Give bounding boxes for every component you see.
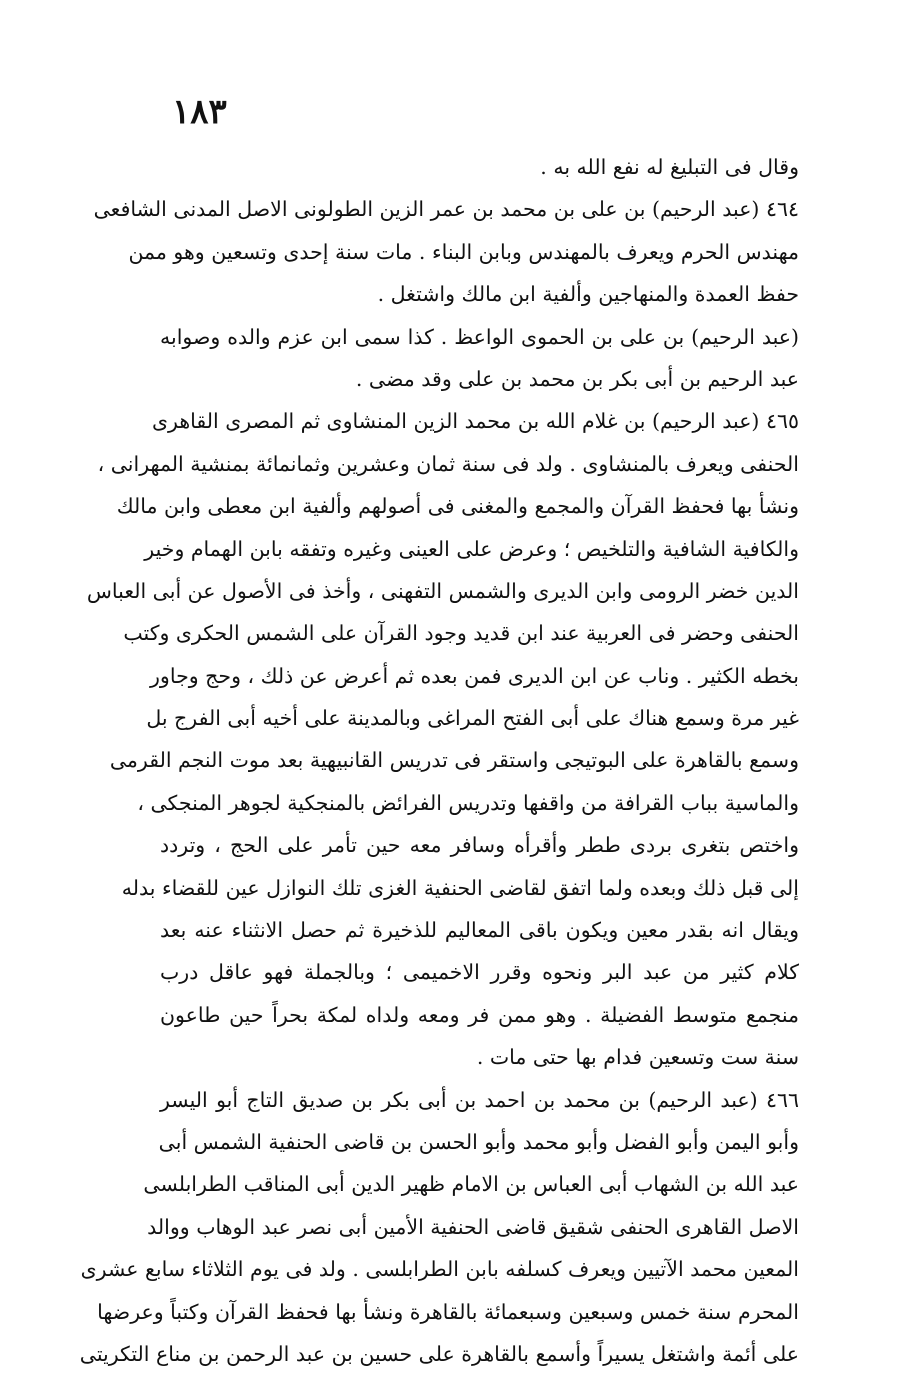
text-line: غير مرة وسمع هناك على أبى الفتح المراغى وبالمدينة على أخيه أبى الفرج بل — [146, 706, 799, 731]
text-line: المعين محمد الآتيين ويعرف كسلفه بابن الطرابلسى . ولد فى يوم الثلاثاء سابع عشرى — [80, 1257, 799, 1282]
text-line: الحنفى ويعرف بالمنشاوى . ولد فى سنة ثمان وعشرين وثمانمائة بمنشية المهرانى ، — [97, 451, 799, 476]
text-line: بخطه الكثير . وناب عن ابن الديرى فمن بعده ثم أعرض عن ذلك ، وحج وجاور — [150, 663, 799, 688]
text-line: وقال فى التبليغ له نفع الله به . — [540, 155, 799, 179]
text-line: الدين خضر الرومى وابن الديرى والشمس التفهنى ، وأخذ فى الأصول عن أبى العباس — [86, 578, 799, 603]
text-line: منجمع متوسط الفضيلة . وهو ممن فر ومعه ولداه لمكة بحراً حين طاعون — [160, 1002, 799, 1027]
text-line: ونشأ بها فحفظ القرآن والمجمع والمغنى فى أصولهم وألفية ابن معطى وابن مالك — [116, 494, 799, 519]
text-line: سنة ست وتسعين فدام بها حتى مات . — [476, 1045, 799, 1070]
text-line: ٤٦٦ (عبد الرحيم) بن محمد بن احمد بن أبى بكر بن صديق التاج أبو اليسر — [160, 1087, 799, 1112]
text-line: ويقال انه بقدر معين ويكون باقى المعاليم للذخيرة ثم حصل الانثناء عنه بعد — [160, 918, 799, 943]
page-number: ١٨٣ — [172, 92, 227, 132]
text-line: وأبو اليمن وأبو الفضل وأبو محمد وأبو الحسن بن قاضى الحنفية الشمس أبى — [158, 1129, 799, 1154]
text-line: (عبد الرحيم) بن على بن الحموى الواعظ . كذا سمى ابن عزم والده وصوابه — [160, 324, 799, 349]
text-line: عبد الرحيم بن أبى بكر بن محمد بن على وقد مضى . — [355, 366, 799, 391]
text-line: الاصل القاهرى الحنفى شقيق قاضى الحنفية الأمين أبى نصر عبد الوهاب ووالد — [147, 1214, 799, 1239]
text-line: على أئمة واشتغل يسيراً وأسمع بالقاهرة على حسين بن عبد الرحمن بن مناع التكريتى — [79, 1341, 799, 1366]
text-line: المحرم سنة خمس وسبعين وسبعمائة بالقاهرة ونشأ بها فحفظ القرآن وكتباً وعرضها — [97, 1299, 799, 1324]
text-line: إلى قبل ذلك وبعده ولما اتفق لقاضى الحنفية الغزى تلك النوازل عين للقضاء بدله — [121, 875, 799, 900]
text-line: عبد الله بن الشهاب أبى العباس بن الامام ظهير الدين أبى المناقب الطرابلسى — [143, 1172, 799, 1197]
text-line: مهندس الحرم ويعرف بالمهندس وبابن البناء . مات سنة إحدى وتسعين وهو ممن — [128, 239, 799, 264]
text-line: واختص بتغرى بردى ططر وأقرأه وسافر معه حين تأمر على الحج ، وتردد — [160, 833, 799, 858]
body-text — [79, 146, 799, 1375]
text-line: حفظ العمدة والمنهاجين وألفية ابن مالك واشتغل . — [377, 282, 799, 307]
text-line: ٤٦٥ (عبد الرحيم) بن غلام الله بن محمد الزين المنشاوى ثم المصرى القاهرى — [151, 409, 799, 434]
text-line: ٤٦٤ (عبد الرحيم) بن على بن محمد بن عمر الزين الطولونى الاصل المدنى الشافعى — [93, 197, 799, 222]
text-line: الحنفى وحضر فى العربية عند ابن قديد وجود القرآن على الشمس الحكرى وكتب — [123, 621, 799, 646]
text-line: والكافية الشافية والتلخيص ؛ وعرض على العينى وغيره وتفقه بابن الهمام وخير — [144, 536, 799, 561]
text-line: كلام كثير من عبد البر ونحوه وقرر الاخميمى ؛ وبالجملة فهو عاقل درب — [160, 960, 799, 985]
text-line: وسمع بالقاهرة على البوتيجى واستقر فى تدريس القانبيهية بعد موت النجم القرمى — [109, 748, 799, 773]
text-line: والماسية بباب القرافة من واقفها وتدريس الفرائض بالمنجكية لجوهر المنجكى ، — [137, 790, 799, 815]
